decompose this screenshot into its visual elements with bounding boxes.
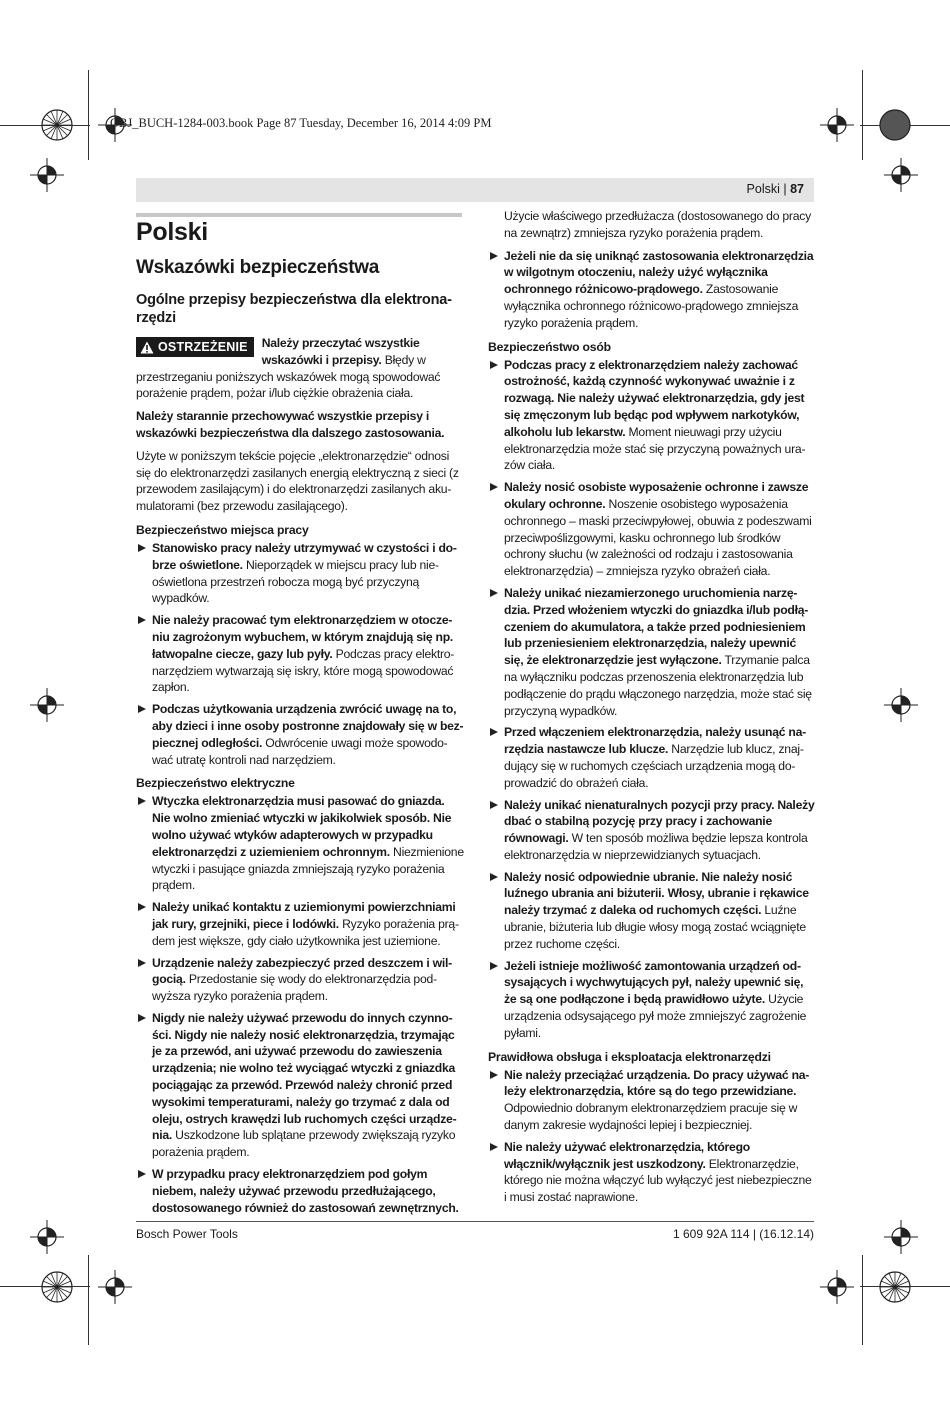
crosshair-mark-icon bbox=[30, 158, 64, 192]
crosshair-mark-icon bbox=[884, 688, 918, 722]
bullet-triangle-icon bbox=[490, 361, 498, 369]
subsection-title: Ogólne przepisy bezpieczeństwa dla elektronarzędzi bbox=[136, 292, 452, 326]
bullet-triangle-icon bbox=[138, 544, 146, 552]
item-text: Moment nieuwagi przy użyciu elektronarzędzia może stać się przyczyną poważnych urazów ciała. bbox=[504, 424, 806, 473]
bullet-triangle-icon bbox=[138, 616, 146, 624]
item-text: Luźne ubranie, biżuteria lub długie włosy mogą zostać wciągnięte przez ruchome części. bbox=[504, 903, 806, 951]
keep-notice: Należy starannie przechowywać wszystkie przepisy i wskazówki bezpieczeństwa dla dalszego zastosowania. bbox=[136, 409, 445, 440]
item-bold: Jeżeli nie da się uniknąć zastosowania elektronarzędzia w wilgotnym otoczeniu, należy użyć wyłącznika ochronnego różnicowo-prądowego. bbox=[504, 248, 814, 297]
item-bold: Nie należy używać elektronarzędzia, którego włącznik/wyłącznik jest uszkodzony. bbox=[504, 1139, 750, 1171]
list-item bbox=[488, 958, 816, 1042]
list-item bbox=[488, 585, 816, 719]
item-bold: Należy nosić odpowiednie ubranie. Nie należy nosić luźnego ubrania ani biżuterii. Włosy, ubranie i rękawice należy trzymać z daleka od ruchomych części. bbox=[504, 869, 809, 918]
electrical-heading: Bezpieczeństwo elektryczne bbox=[136, 776, 295, 791]
crosshair-mark-icon bbox=[820, 108, 854, 142]
bullet-triangle-icon bbox=[138, 903, 146, 911]
item-bold: Przed włączeniem elektronarzędzia, należy usunąć narzędzia nastawcze lub klucze. bbox=[504, 725, 807, 757]
warning-text: Błędy w przestrzeganiu poniższych wskazówek mogą spowodować porażenie prądem, pożar i/lub ciężkie obrażenia ciała. bbox=[136, 352, 441, 401]
item-text: Elektronarzędzie, którego nie można włączyć lub wyłączyć jest niebezpieczne i musi zostać naprawione. bbox=[504, 1156, 812, 1205]
list-item bbox=[488, 357, 816, 475]
bullet-triangle-icon bbox=[490, 728, 498, 736]
item-bold: Nie należy przeciążać urządzenia. Do pracy używać należy elektronarzędzia, które są do tego przewidziane. bbox=[504, 1067, 810, 1099]
list-item bbox=[488, 1139, 816, 1206]
workplace-heading: Bezpieczeństwo miejsca pracy bbox=[136, 522, 309, 537]
registration-mark-icon bbox=[40, 108, 74, 142]
list-item bbox=[136, 1166, 464, 1216]
list-item bbox=[488, 1067, 816, 1134]
crosshair-mark-icon bbox=[30, 688, 64, 722]
item-bold: Nigdy nie należy używać przewodu do innych czynności. Nigdy nie należy nosić elektronarzędzia, trzymając je za przewód, ani używać przewodu do zawieszenia urządzenia; nie wolno też wyciągać wtyczki z gniazdka pociągając za przewód. Przewód należy chronić przed wysokimi temperaturami, należy go trzymać z dala od oleju, ostrych krawędzi lub ruchomych części urządzenia. bbox=[152, 1010, 457, 1143]
crop-line bbox=[862, 70, 863, 160]
running-header bbox=[136, 178, 814, 202]
registration-mark-icon bbox=[878, 108, 912, 142]
footer-rule bbox=[136, 1221, 814, 1222]
item-text: Przedostanie się wody do elektronarzędzia podwyższa ryzyko porażenia prądem. bbox=[152, 972, 438, 1004]
item-bold: Podczas pracy z elektronarzędziem należy zachować ostrożność, każdą czynność wykonywać uważnie i z rozwagą. Nie należy używać elektronarzędzia, gdy jest się zmęczonym lub będąc pod wpływem narkotyków, alkoholu lub lekarstw. bbox=[504, 357, 805, 439]
personal-list bbox=[488, 357, 816, 1042]
bullet-triangle-icon bbox=[138, 705, 146, 713]
list-item bbox=[136, 701, 464, 768]
item-bold: Należy nosić osobiste wyposażenie ochronne i zawsze okulary ochronne. bbox=[504, 480, 809, 511]
handling-heading: Prawidłowa obsługa i eksploatacja elektronarzędzi bbox=[488, 1049, 771, 1064]
section-title: Wskazówki bezpieczeństwa bbox=[136, 257, 380, 278]
item-bold: Należy unikać kontaktu z uziemionymi powierzchniami jak rury, grzejniki, piece i lodówki. bbox=[152, 900, 456, 931]
warning-block bbox=[136, 335, 464, 402]
item-text: Odwrócenie uwagi może spowodować utratę kontroli nad narzędziem. bbox=[152, 735, 448, 767]
item-bold: Stanowisko pracy należy utrzymywać w czystości i dobrze oświetlone. bbox=[152, 540, 457, 572]
bullet-triangle-icon bbox=[490, 483, 498, 491]
continuation-paragraph: Użycie właściwego przedłużacza (dostosowanego do pracy na zewnątrz) zmniejsza ryzyko porażenia prądem. bbox=[504, 209, 811, 240]
item-bold: Wtyczka elektronarzędzia musi pasować do gniazda. Nie wolno zmieniać wtyczki w jakikolwiek sposób. Nie wolno używać wtyków adapterowych w przypadku elektronarzędzi z uziemieniem ochronnym. bbox=[152, 794, 452, 859]
list-item bbox=[136, 793, 464, 894]
bullet-triangle-icon bbox=[490, 589, 498, 597]
warning-label: OSTRZEŻENIE bbox=[158, 340, 248, 354]
running-head bbox=[747, 182, 804, 196]
bullet-triangle-icon bbox=[138, 1014, 146, 1022]
bullet-triangle-icon bbox=[490, 1071, 498, 1079]
crosshair-mark-icon bbox=[98, 1270, 132, 1304]
item-text: Narzędzie lub klucz, znajdujący się w ruchomych częściach urządzenia mogą doprowadzić do obrażeń ciała. bbox=[504, 742, 804, 790]
warning-bold-text: Należy przeczytać wszystkie wskazówki i przepisy. bbox=[261, 336, 420, 367]
electrical-list-continued bbox=[488, 248, 816, 332]
list-item bbox=[136, 955, 464, 1005]
footer-publisher: Bosch Power Tools bbox=[136, 1227, 238, 1241]
item-bold: Urządzenie należy zabezpieczyć przed deszczem i wilgocią. bbox=[152, 955, 453, 987]
crosshair-mark-icon bbox=[30, 1220, 64, 1254]
list-item bbox=[488, 248, 816, 332]
right-column bbox=[488, 208, 816, 1211]
personal-heading: Bezpieczeństwo osób bbox=[488, 339, 611, 354]
item-text: Podczas pracy elektronarzędziem wytwarzają się iskry, które mogą spowodować zapłon. bbox=[152, 646, 455, 695]
item-bold: W przypadku pracy elektronarzędziem pod gołym niebem, należy używać przewodu przedłużającego, dostosowanego również do zastosowań zewnętrznych. bbox=[152, 1167, 459, 1215]
item-text: Nieporządek w miejscu pracy lub nieoświetlona przestrzeń robocza mogą być przyczyną wypadków. bbox=[152, 557, 440, 606]
item-text: Zastosowanie wyłącznika ochronnego różnicowo-prądowego zmniejsza ryzyko porażenia prądem. bbox=[504, 282, 799, 330]
item-text: Ryzyko porażenia prądem jest większe, gdy ciało użytkownika jest uziemione. bbox=[152, 916, 460, 948]
list-item bbox=[136, 899, 464, 949]
footer-document-code: 1 609 92A 114 | (16.12.14) bbox=[672, 1227, 814, 1241]
crosshair-mark-icon bbox=[884, 1220, 918, 1254]
column-rule bbox=[136, 213, 462, 217]
item-text: Użycie urządzenia odsysającego pył może zmniejszyć zagrożenie pyłami. bbox=[504, 992, 807, 1040]
bullet-triangle-icon bbox=[490, 1143, 498, 1151]
page-title: Polski bbox=[136, 218, 208, 246]
item-bold: Jeżeli istnieje możliwość zamontowania urządzeń odsysających i wychwytujących pył, należy upewnić się, że są one podłączone i będą prawidłowo użyte. bbox=[504, 958, 804, 1007]
bullet-triangle-icon bbox=[138, 959, 146, 967]
crop-line bbox=[88, 70, 89, 160]
bullet-triangle-icon bbox=[490, 962, 498, 970]
crop-line bbox=[88, 1255, 89, 1345]
list-item bbox=[488, 869, 816, 953]
registration-mark-icon bbox=[878, 1270, 912, 1304]
handling-list bbox=[488, 1067, 816, 1206]
book-file-header: OBJ_BUCH-1284-003.book Page 87 Tuesday, December 16, 2014 4:09 PM bbox=[110, 116, 492, 130]
item-text: Noszenie osobistego wyposażenia ochronnego – maski przeciwpyłowej, obuwia z podeszwami przeciwpoślizgowymi, kasku ochronnego lub środków ochrony słuchu (w zależności od rodzaju i zastosowania elektronarzędzia) – zmniejsza ryzyko obrażeń ciała. bbox=[504, 496, 812, 579]
bullet-triangle-icon bbox=[490, 873, 498, 881]
definition-paragraph: Użyte w poniższym tekście pojęcie „elektronarzędzie“ odnosi się do elektronarzędzi zasilanych energią elektryczną z sieci (z przewodem zasilającym) i do elektronarzędzi zasilanych akumulatorami (bez przewodu zasilającego). bbox=[136, 448, 459, 514]
warning-triangle-icon bbox=[140, 341, 154, 354]
list-item bbox=[136, 612, 464, 696]
list-item bbox=[488, 724, 816, 791]
list-item bbox=[488, 797, 816, 864]
left-column bbox=[136, 218, 464, 1221]
item-bold: Należy unikać niezamierzonego uruchomienia narzędzia. Przed włożeniem wtyczki do gniazdka i/lub podłączeniem do akumulatora, a także przed podniesieniem lub przeniesieniem elektronarzędzia, należy upewnić się, że elektronarzędzie jest wyłączone. bbox=[504, 585, 809, 668]
list-item bbox=[488, 479, 816, 580]
registration-mark-icon bbox=[40, 1270, 74, 1304]
crosshair-mark-icon bbox=[820, 1270, 854, 1304]
bullet-triangle-icon bbox=[138, 797, 146, 805]
bullet-triangle-icon bbox=[490, 252, 498, 260]
item-bold: Podczas użytkowania urządzenia zwrócić uwagę na to, aby dzieci i inne osoby postronne znajdowały się w bezpiecznej odległości. bbox=[152, 702, 464, 750]
item-text: Uszkodzone lub splątane przewody zwiększają ryzyko porażenia prądem. bbox=[152, 1128, 456, 1160]
crop-line bbox=[862, 1255, 863, 1345]
crosshair-mark-icon bbox=[884, 158, 918, 192]
electrical-list bbox=[136, 793, 464, 1216]
item-bold: Należy unikać nienaturalnych pozycji przy pracy. Należy dbać o stabilną pozycję przy pracy i zachowanie równowagi. bbox=[504, 797, 815, 846]
item-text: W ten sposób możliwa będzie lepsza kontrola elektronarzędzia w nieprzewidzianych sytuacjach. bbox=[504, 831, 808, 862]
item-bold: Nie należy pracować tym elektronarzędziem w otoczeniu zagrożonym wybuchem, w którym znajdują się np. łatwopalne ciecze, gazy lub pyły. bbox=[152, 613, 454, 661]
item-text: Trzymanie palca na wyłączniku podczas przenoszenia elektronarzędzia lub podłączenie do prądu włączonego narzędzia, może stać się przyczyną wypadków. bbox=[504, 653, 812, 718]
item-text: Odpowiednio dobranym elektronarzędziem pracuje się w danym zakresie wydajności lepiej i bezpieczniej. bbox=[504, 1101, 798, 1133]
list-item bbox=[136, 1010, 464, 1161]
running-head-language: Polski bbox=[746, 182, 780, 196]
running-head-separator: | bbox=[783, 182, 791, 196]
workplace-list bbox=[136, 540, 464, 768]
list-item bbox=[136, 540, 464, 607]
bullet-triangle-icon bbox=[138, 1170, 146, 1178]
bullet-triangle-icon bbox=[490, 801, 498, 809]
item-text: Niezmienione wtyczki i pasujące gniazda zmniejszają ryzyko porażenia prądem. bbox=[152, 844, 464, 893]
page-number: 87 bbox=[790, 182, 804, 196]
warning-badge bbox=[136, 337, 254, 357]
